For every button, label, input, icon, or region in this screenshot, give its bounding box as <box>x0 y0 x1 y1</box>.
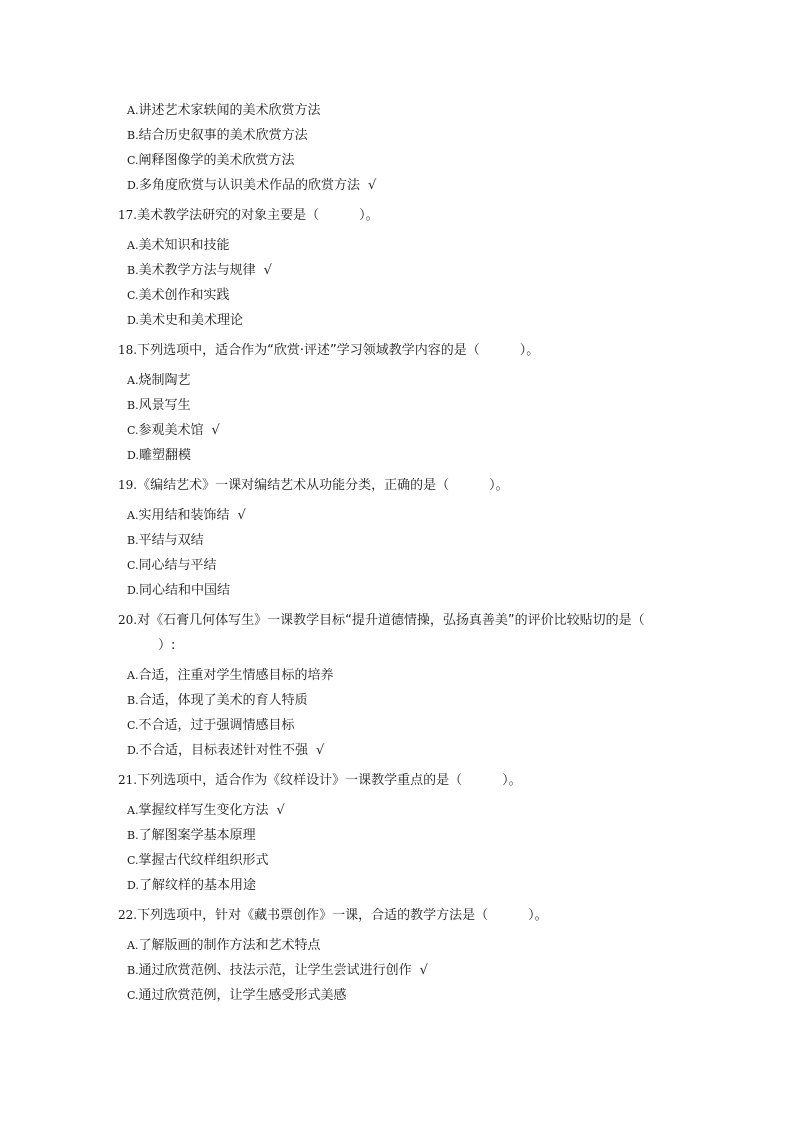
answer-option <box>118 393 698 418</box>
option-letter: C. <box>127 289 139 302</box>
checkmark-icon: √ <box>211 423 220 438</box>
option-text: 美术史和美术理论 <box>138 313 243 328</box>
answer-option <box>118 308 698 333</box>
option-text: 同心结和中国结 <box>138 583 230 598</box>
option-letter: A. <box>127 939 139 952</box>
option-letter: C. <box>127 989 139 1002</box>
answer-option <box>118 233 698 258</box>
option-letter: C. <box>127 719 139 732</box>
option-text: 通过欣赏范例、技法示范，让学生尝试进行创作 <box>138 963 412 978</box>
option-text: 了解图案学基本原理 <box>138 828 256 843</box>
option-letter: B. <box>127 829 139 842</box>
option-text: 阐释图像学的美术欣赏方法 <box>138 153 295 168</box>
answer-option <box>118 98 698 123</box>
answer-option <box>118 443 698 468</box>
option-letter: B. <box>127 694 139 707</box>
answer-option <box>118 798 698 823</box>
answer-option <box>118 663 698 688</box>
checkmark-icon: √ <box>367 178 377 193</box>
question-text: 《编结艺术》一课对编结艺术从功能分类，正确的是（ <box>137 478 450 493</box>
option-text: 美术知识和技能 <box>138 238 230 253</box>
question-text: 下列选项中，适合作为《纹样设计》一课教学重点的是（ <box>137 773 463 788</box>
answer-option <box>118 528 698 553</box>
option-text: 掌握纹样写生变化方法 <box>138 803 269 818</box>
option-text: 实用结和装饰结 <box>138 508 230 523</box>
question-stem <box>118 608 678 658</box>
option-letter: A. <box>127 104 139 117</box>
option-letter: D. <box>127 449 139 462</box>
answer-option <box>118 933 698 958</box>
option-letter: D. <box>127 314 139 327</box>
option-letter: B. <box>127 129 139 142</box>
option-text: 同心结与平结 <box>138 558 217 573</box>
option-letter: D. <box>127 744 139 757</box>
question-text: 对《石膏几何体写生》一课教学目标“提升道德情操，弘扬真善美”的评价比较贴切的是（ <box>137 613 645 628</box>
option-text: 平结与双结 <box>138 533 204 548</box>
question-stem <box>118 903 698 928</box>
option-letter: A. <box>127 239 139 252</box>
answer-option <box>118 283 698 308</box>
question-stem <box>118 338 698 363</box>
option-text: 通过欣赏范例，让学生感受形式美感 <box>138 988 347 1003</box>
option-letter: D. <box>127 179 139 192</box>
answer-option <box>118 173 698 198</box>
answer-option <box>118 688 698 713</box>
answer-option <box>118 578 698 603</box>
option-letter: A. <box>127 374 139 387</box>
option-text: 结合历史叙事的美术欣赏方法 <box>138 128 308 143</box>
option-letter: A. <box>127 509 139 522</box>
question-text-end: ）。 <box>528 908 548 923</box>
option-letter: D. <box>127 879 139 892</box>
question-text: 美术教学法研究的对象主要是（ <box>137 208 320 223</box>
option-text: 风景写生 <box>138 398 191 413</box>
answer-option <box>118 148 698 173</box>
answer-option <box>118 713 698 738</box>
option-text: 烧制陶艺 <box>138 373 191 388</box>
question-text: 下列选项中，针对《藏书票创作》一课，合适的教学方法是（ <box>137 908 489 923</box>
option-letter: B. <box>127 534 139 547</box>
option-text: 了解纹样的基本用途 <box>138 878 256 893</box>
question-text-end: ）。 <box>359 208 379 223</box>
answer-option <box>118 823 698 848</box>
option-letter: A. <box>127 669 139 682</box>
answer-option <box>118 123 698 148</box>
checkmark-icon: √ <box>237 508 246 523</box>
checkmark-icon: √ <box>315 743 325 758</box>
option-text: 掌握古代纹样组织形式 <box>138 853 269 868</box>
option-letter: C. <box>127 559 139 572</box>
option-letter: B. <box>127 399 139 412</box>
checkmark-icon: √ <box>263 263 272 278</box>
answer-option <box>118 418 698 443</box>
answer-option <box>118 258 698 283</box>
option-text: 参观美术馆 <box>138 423 204 438</box>
question-stem <box>118 473 698 498</box>
answer-option <box>118 503 698 528</box>
option-letter: D. <box>127 584 139 597</box>
question-number: 17. <box>118 208 138 222</box>
question-text-end: ）。 <box>502 773 522 788</box>
option-letter: A. <box>127 804 139 817</box>
option-text: 多角度欣赏与认识美术作品的欣赏方法 <box>138 178 360 193</box>
question-text-end: ）。 <box>519 343 540 358</box>
question-text: 下列选项中，适合作为“欣赏·评述”学习领域教学内容的是（ <box>137 343 480 358</box>
question-number: 19. <box>118 478 138 492</box>
option-letter: B. <box>127 264 139 277</box>
option-text: 不合适，目标表述针对性不强 <box>138 743 308 758</box>
answer-option <box>118 738 698 763</box>
option-text: 合适，注重对学生情感目标的培养 <box>138 668 334 683</box>
answer-option <box>118 368 698 393</box>
question-text-end: ）。 <box>489 478 509 493</box>
answer-option <box>118 848 698 873</box>
option-text: 美术创作和实践 <box>138 288 230 303</box>
question-list <box>118 98 698 1008</box>
option-text: 美术教学方法与规律 <box>138 263 256 278</box>
checkmark-icon: √ <box>419 963 428 978</box>
option-text: 不合适，过于强调情感目标 <box>138 718 295 733</box>
checkmark-icon: √ <box>276 803 285 818</box>
option-letter: B. <box>127 964 139 977</box>
option-text: 合适，体现了美术的育人特质 <box>138 693 308 708</box>
option-letter: C. <box>127 424 139 437</box>
question-number: 18. <box>118 343 138 357</box>
question-stem <box>118 768 698 793</box>
option-text: 讲述艺术家轶闻的美术欣赏方法 <box>138 103 321 118</box>
option-text: 雕塑翻模 <box>138 448 191 463</box>
answer-option <box>118 553 698 578</box>
question-number: 22. <box>118 908 138 922</box>
answer-option <box>118 873 698 898</box>
answer-option <box>118 983 698 1008</box>
question-number: 20. <box>118 613 138 627</box>
question-stem <box>118 203 698 228</box>
question-text-end: ）: <box>158 638 176 653</box>
option-letter: C. <box>127 154 139 167</box>
option-letter: C. <box>127 854 139 867</box>
answer-option <box>118 958 698 983</box>
option-text: 了解版画的制作方法和艺术特点 <box>138 938 321 953</box>
question-number: 21. <box>118 773 138 787</box>
